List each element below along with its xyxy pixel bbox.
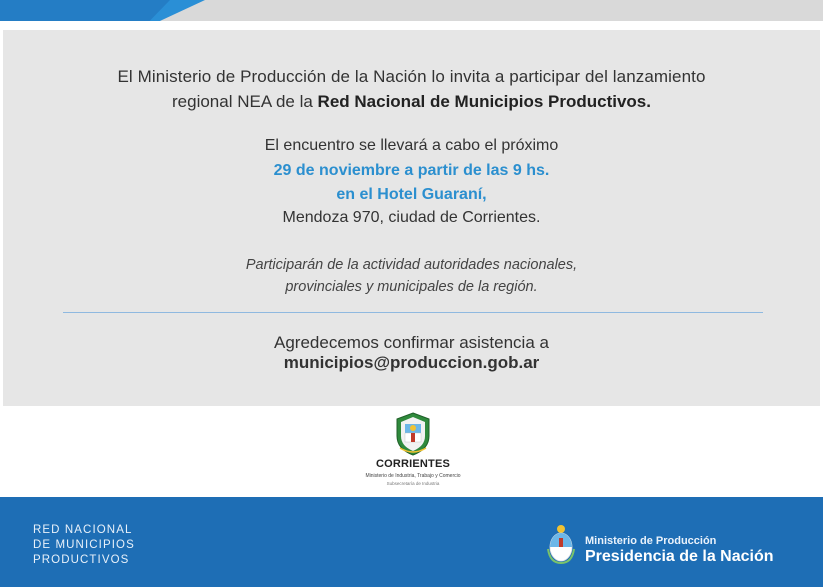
participants-line-1: Participarán de la actividad autoridades nacionales, [245,257,578,273]
network-line-3: PRODUCTIVOS [33,554,130,566]
national-coat-of-arms-icon [546,523,576,567]
network-line-1: RED NACIONAL [33,524,133,536]
corrientes-name: CORRIENTES [375,458,451,470]
ministry-name: Ministerio de Producción [585,535,717,547]
intro-line-2-text: regional NEA de la [172,92,318,111]
participants-line-2: provinciales y municipales de la región. [285,279,538,295]
corrientes-subtitle: Ministerio de Industria, Trabajo y Comercio [365,473,461,479]
corrientes-logo [343,410,483,496]
event-venue: en el Hotel Guaraní, [336,186,487,203]
event-address: Mendoza 970, ciudad de Corrientes. [282,209,541,226]
footer [0,497,823,587]
network-name: Red Nacional de Municipios Productivos. [317,92,651,111]
corrientes-subtitle-2: Subsecretaría de Industria [386,481,440,486]
presidency-name: Presidencia de la Nación [585,548,774,565]
top-band-accent-shade [0,0,170,21]
top-band [0,0,823,21]
event-date: 29 de noviembre a partir de las 9 hs. [273,162,550,179]
corrientes-seal-icon [394,412,432,456]
network-line-2: DE MUNICIPIOS [33,539,135,551]
rsvp-text: Agredecemos confirmar asistencia a [274,333,549,352]
intro-line-1: El Ministerio de Producción de la Nación lo invita a participar del lanzamiento [117,67,706,86]
divider [63,312,763,313]
event-intro: El encuentro se llevará a cabo el próximo [264,137,559,154]
ministry-wordmark [585,535,774,566]
network-wordmark [33,523,135,568]
rsvp-email: municipios@produccion.gob.ar [283,353,540,372]
intro-line-2 [0,92,823,112]
